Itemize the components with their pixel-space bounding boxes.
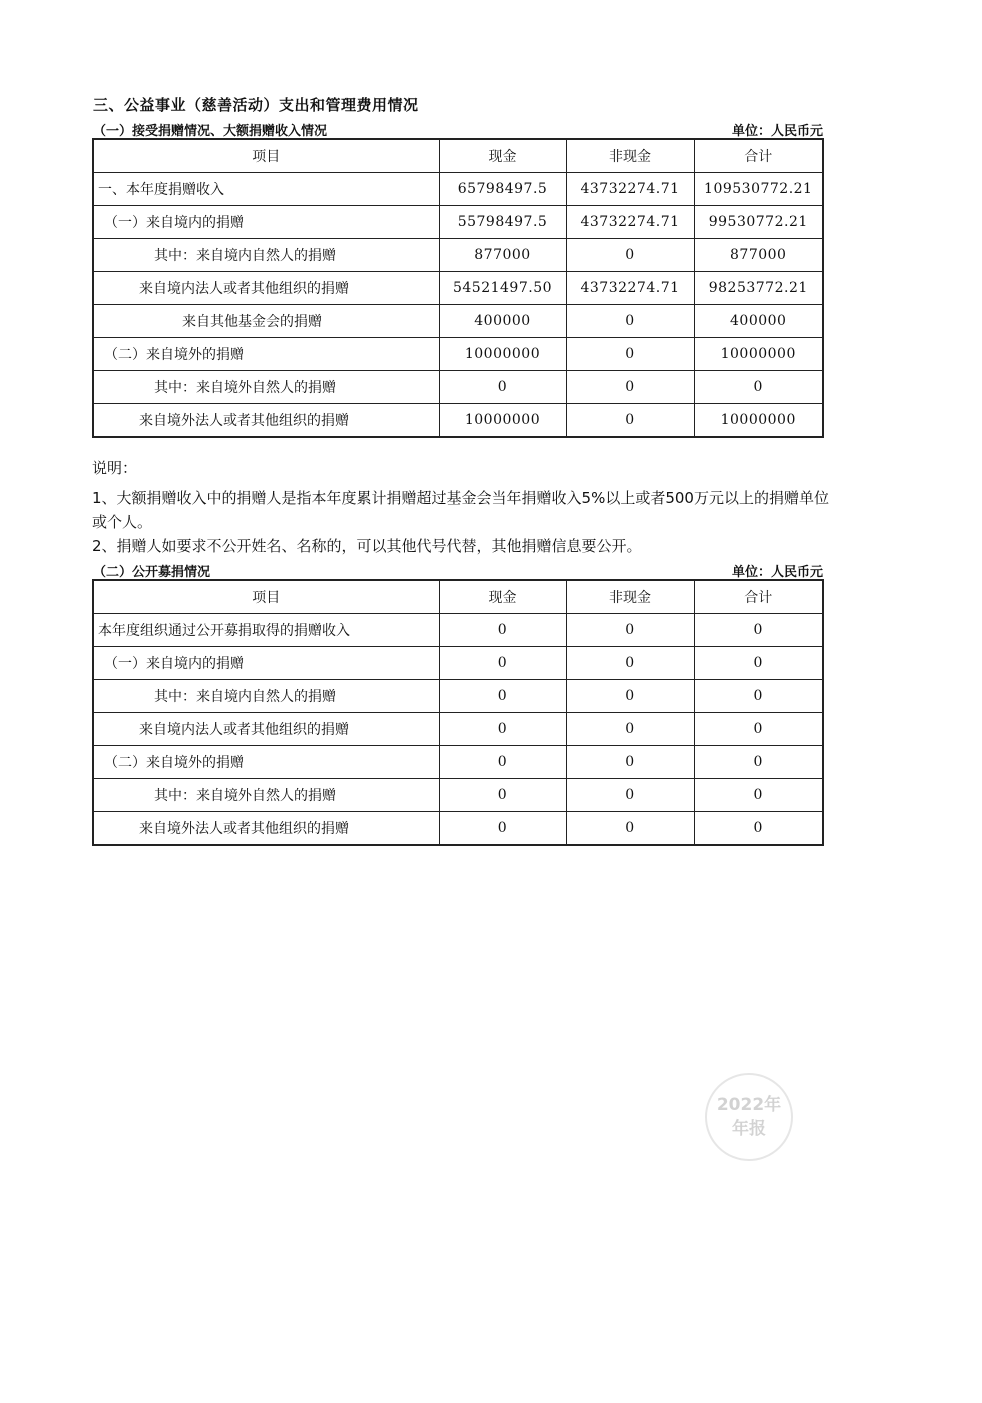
table-row [93,746,823,779]
total-cell: 0 [694,746,823,779]
cash-cell: 0 [439,614,566,647]
noncash-cell: 0 [566,305,694,338]
total-cell: 0 [694,647,823,680]
cash-cell: 0 [439,371,566,404]
header-item: 项目 [93,580,439,614]
row-label: （二）来自境外的捐赠 [93,338,439,371]
noncash-cell: 0 [566,779,694,812]
total-cell: 0 [694,779,823,812]
total-cell: 10000000 [694,338,823,371]
row-label: 其中：来自境内自然人的捐赠 [93,239,439,272]
cash-cell: 0 [439,746,566,779]
table-row [93,812,823,846]
donation-income-table [92,138,824,438]
total-cell: 10000000 [694,404,823,438]
table-row [93,338,823,371]
noncash-cell: 0 [566,338,694,371]
table-row [93,404,823,438]
row-label: 来自境内法人或者其他组织的捐赠 [93,713,439,746]
noncash-cell: 0 [566,812,694,846]
noncash-cell: 0 [566,404,694,438]
stamp-label: 年报 [732,1119,766,1139]
header-cash: 现金 [439,580,566,614]
total-cell: 0 [694,371,823,404]
table-header-row [93,139,823,173]
total-cell: 0 [694,614,823,647]
total-cell: 109530772.21 [694,173,823,206]
table-row [93,614,823,647]
table-row [93,239,823,272]
table1-subheader [93,120,823,138]
noncash-cell: 0 [566,371,694,404]
table-row [93,272,823,305]
noncash-cell: 0 [566,614,694,647]
cash-cell: 0 [439,812,566,846]
row-label: 来自境外法人或者其他组织的捐赠 [93,404,439,438]
noncash-cell: 43732274.71 [566,173,694,206]
row-label: 其中：来自境内自然人的捐赠 [93,680,439,713]
total-cell: 0 [694,713,823,746]
header-item: 项目 [93,139,439,173]
table1-unit: 单位：人民币元 [731,124,823,139]
total-cell: 0 [694,812,823,846]
table-row [93,713,823,746]
cash-cell: 877000 [439,239,566,272]
header-total: 合计 [694,580,823,614]
noncash-cell: 43732274.71 [566,206,694,239]
row-label: 一、本年度捐赠收入 [93,173,439,206]
note-item: 2、捐赠人如要求不公开姓名、名称的，可以其他代号代替，其他捐赠信息要公开。 [92,537,642,555]
total-cell: 400000 [694,305,823,338]
cash-cell: 0 [439,779,566,812]
header-noncash: 非现金 [566,580,694,614]
cash-cell: 55798497.5 [439,206,566,239]
table2-subheader [93,561,823,579]
row-label: 来自其他基金会的捐赠 [93,305,439,338]
row-label: 其中：来自境外自然人的捐赠 [93,371,439,404]
noncash-cell: 0 [566,680,694,713]
noncash-cell: 43732274.71 [566,272,694,305]
row-label: 本年度组织通过公开募捐取得的捐赠收入 [93,614,439,647]
notes-block [92,456,832,558]
header-cash: 现金 [439,139,566,173]
row-label: 其中：来自境外自然人的捐赠 [93,779,439,812]
table-row [93,647,823,680]
table-row [93,173,823,206]
row-label: （一）来自境内的捐赠 [93,647,439,680]
total-cell: 99530772.21 [694,206,823,239]
total-cell: 98253772.21 [694,272,823,305]
notes-title: 说明： [92,459,138,477]
cash-cell: 0 [439,713,566,746]
total-cell: 877000 [694,239,823,272]
header-noncash: 非现金 [566,139,694,173]
noncash-cell: 0 [566,647,694,680]
noncash-cell: 0 [566,239,694,272]
annual-report-stamp [705,1073,793,1161]
noncash-cell: 0 [566,746,694,779]
row-label: 来自境内法人或者其他组织的捐赠 [93,272,439,305]
cash-cell: 0 [439,680,566,713]
table2-subtitle: （二）公开募捐情况 [93,565,211,580]
header-total: 合计 [694,139,823,173]
table-row [93,305,823,338]
table2-unit: 单位：人民币元 [731,565,823,580]
table-row [93,206,823,239]
table-row [93,371,823,404]
cash-cell: 10000000 [439,404,566,438]
row-label: （一）来自境内的捐赠 [93,206,439,239]
table-header-row [93,580,823,614]
cash-cell: 54521497.50 [439,272,566,305]
cash-cell: 0 [439,647,566,680]
row-label: 来自境外法人或者其他组织的捐赠 [93,812,439,846]
cash-cell: 400000 [439,305,566,338]
public-fundraising-table [92,579,824,846]
note-item: 1、大额捐赠收入中的捐赠人是指本年度累计捐赠超过基金会当年捐赠收入5%以上或者500万元以上的捐赠单位或个人。 [92,489,829,531]
row-label: （二）来自境外的捐赠 [93,746,439,779]
cash-cell: 65798497.5 [439,173,566,206]
section-title: 三、公益事业（慈善活动）支出和管理费用情况 [93,96,419,114]
table-row [93,680,823,713]
table-row [93,779,823,812]
stamp-year: 2022年 [716,1095,782,1115]
cash-cell: 10000000 [439,338,566,371]
noncash-cell: 0 [566,713,694,746]
table1-subtitle: （一）接受捐赠情况、大额捐赠收入情况 [93,124,328,139]
total-cell: 0 [694,680,823,713]
